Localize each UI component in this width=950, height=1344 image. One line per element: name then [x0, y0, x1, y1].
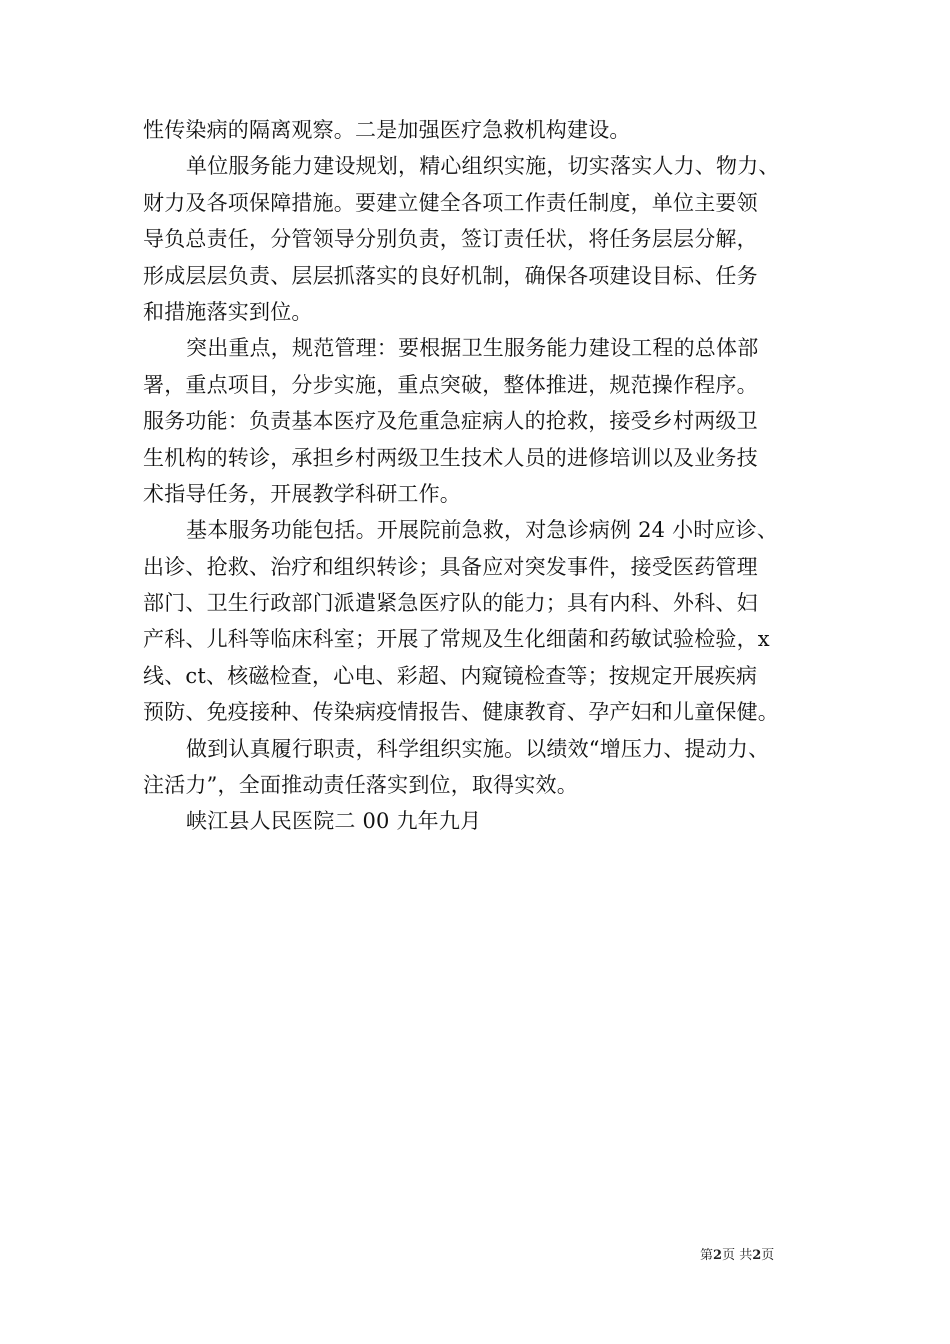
text-line: 出诊、抢救、治疗和组织转诊；具备应对突发事件，接受医药管理	[143, 554, 758, 579]
footer-prefix: 第	[700, 1248, 714, 1263]
text-line: 财力及各项保障措施。要建立健全各项工作责任制度，单位主要领	[143, 190, 758, 215]
document-body	[143, 112, 823, 840]
text-line: 突出重点，规范管理：要根据卫生服务能力建设工程的总体部	[186, 336, 759, 361]
text-line: 服务功能：负责基本医疗及危重急症病人的抢救，接受乡村两级卫	[143, 409, 758, 434]
text-line: 线、ct、核磁检查，心电、彩超、内窥镜检查等；按规定开展疾病	[143, 663, 758, 688]
text-line: 形成层层负责、层层抓落实的良好机制，确保各项建设目标、任务	[143, 263, 758, 288]
text-line: 预防、免疫接种、传染病疫情报告、健康教育、孕产妇和儿童保健。	[143, 700, 779, 725]
page-number-footer	[700, 1247, 820, 1265]
text-line: 单位服务能力建设规划，精心组织实施，切实落实人力、物力、	[186, 154, 780, 179]
text-line: 注活力”，全面推动责任落实到位，取得实效。	[143, 773, 578, 798]
footer-total-pages: 2	[752, 1248, 762, 1263]
text-line: 部门、卫生行政部门派遣紧急医疗队的能力；具有内科、外科、妇	[143, 591, 758, 616]
text-line: 基本服务功能包括。开展院前急救，对急诊病例 24 小时应诊、	[186, 518, 779, 543]
text-line: 和措施落实到位。	[143, 299, 313, 324]
footer-middle: 页 共	[722, 1248, 753, 1263]
footer-suffix: 页	[761, 1248, 775, 1263]
text-line: 术指导任务，开展教学科研工作。	[143, 481, 461, 506]
footer-current-page: 2	[713, 1248, 723, 1263]
text-line: 署，重点项目，分步实施，重点突破，整体推进，规范操作程序。	[143, 372, 758, 397]
text-line: 做到认真履行职责，科学组织实施。以绩效“增压力、提动力、	[186, 736, 770, 761]
signature-line: 峡江县人民医院二 00 九年九月	[186, 809, 482, 834]
text-line: 性传染病的隔离观察。二是加强医疗急救机构建设。	[143, 118, 631, 142]
text-line: 产科、儿科等临床科室；开展了常规及生化细菌和药敏试验检验，x	[143, 627, 770, 652]
text-line: 导负总责任，分管领导分别负责，签订责任状，将任务层层分解，	[143, 227, 758, 252]
text-line: 生机构的转诊，承担乡村两级卫生技术人员的进修培训以及业务技	[143, 445, 758, 470]
